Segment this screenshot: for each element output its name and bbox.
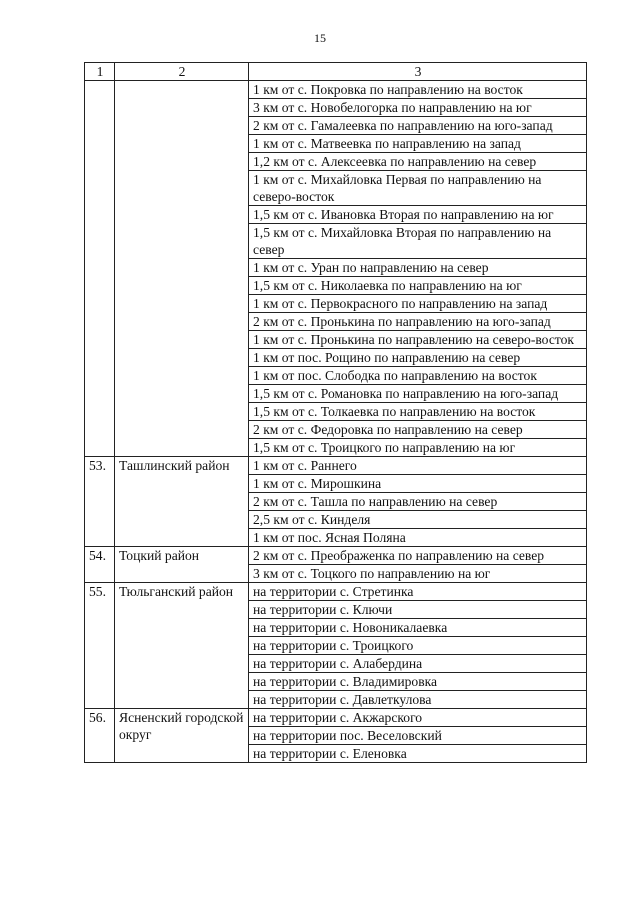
location-description: на территории с. Еленовка xyxy=(249,745,587,763)
location-description: 2 км от с. Ташла по направлению на север xyxy=(249,493,587,511)
table-header xyxy=(85,63,587,81)
header-col-location: 3 xyxy=(249,63,587,81)
location-description: 1 км от с. Покровка по направлению на восток xyxy=(249,81,587,99)
location-description: 1 км от пос. Ясная Поляна xyxy=(249,529,587,547)
table-row xyxy=(85,81,587,99)
location-description: 1 км от с. Матвеевка по направлению на запад xyxy=(249,135,587,153)
location-description: 3 км от с. Новобелогорка по направлению на юг xyxy=(249,99,587,117)
header-col-district: 2 xyxy=(115,63,249,81)
location-description: 2 км от с. Гамалеевка по направлению на юго-запад xyxy=(249,117,587,135)
location-description: на территории с. Новоникалаевка xyxy=(249,619,587,637)
row-number xyxy=(85,81,115,457)
location-description: 1,5 км от с. Толкаевка по направлению на восток xyxy=(249,403,587,421)
location-description: на территории с. Алабердина xyxy=(249,655,587,673)
page-number: 15 xyxy=(314,31,326,45)
location-table xyxy=(84,62,587,763)
location-description: 2 км от с. Пронькина по направлению на юго-запад xyxy=(249,313,587,331)
location-description: на территории с. Давлеткулова xyxy=(249,691,587,709)
location-description: 1,5 км от с. Ивановка Вторая по направлению на юг xyxy=(249,206,587,224)
row-number: 55. xyxy=(85,583,115,709)
table-row xyxy=(85,457,587,475)
location-description: 2 км от с. Федоровка по направлению на север xyxy=(249,421,587,439)
header-col-number: 1 xyxy=(85,63,115,81)
location-description: 1,2 км от с. Алексеевка по направлению на север xyxy=(249,153,587,171)
location-description: 2 км от с. Преображенка по направлению на север xyxy=(249,547,587,565)
row-number: 54. xyxy=(85,547,115,583)
location-description: 1 км от с. Михайловка Первая по направлению на северо-восток xyxy=(249,171,587,206)
district-name: Тюльганский район xyxy=(115,583,249,709)
location-description: 1 км от с. Уран по направлению на север xyxy=(249,259,587,277)
location-description: на территории с. Ключи xyxy=(249,601,587,619)
location-description: на территории с. Акжарского xyxy=(249,709,587,727)
location-description: 1,5 км от с. Михайловка Вторая по направлению на север xyxy=(249,224,587,259)
location-description: на территории пос. Веселовский xyxy=(249,727,587,745)
table-row xyxy=(85,583,587,601)
table-row xyxy=(85,709,587,727)
location-description: на территории с. Владимировка xyxy=(249,673,587,691)
row-number: 56. xyxy=(85,709,115,763)
location-description: 1,5 км от с. Троицкого по направлению на юг xyxy=(249,439,587,457)
district-name: Ясненский городской округ xyxy=(115,709,249,763)
district-name: Тоцкий район xyxy=(115,547,249,583)
location-description: 1,5 км от с. Николаевка по направлению на юг xyxy=(249,277,587,295)
location-description: 1 км от с. Мирошкина xyxy=(249,475,587,493)
location-description: 1 км от пос. Рощино по направлению на север xyxy=(249,349,587,367)
row-number: 53. xyxy=(85,457,115,547)
location-description: на территории с. Троицкого xyxy=(249,637,587,655)
location-description: 1 км от пос. Слободка по направлению на восток xyxy=(249,367,587,385)
table-body xyxy=(85,81,587,763)
location-description: 1 км от с. Первокрасного по направлению на запад xyxy=(249,295,587,313)
location-description: 2,5 км от с. Кинделя xyxy=(249,511,587,529)
location-description: 3 км от с. Тоцкого по направлению на юг xyxy=(249,565,587,583)
location-description: 1,5 км от с. Романовка по направлению на юго-запад xyxy=(249,385,587,403)
table-row xyxy=(85,547,587,565)
location-description: на территории с. Стретинка xyxy=(249,583,587,601)
district-name xyxy=(115,81,249,457)
location-description: 1 км от с. Раннего xyxy=(249,457,587,475)
location-description: 1 км от с. Пронькина по направлению на северо-восток xyxy=(249,331,587,349)
district-name: Ташлинский район xyxy=(115,457,249,547)
